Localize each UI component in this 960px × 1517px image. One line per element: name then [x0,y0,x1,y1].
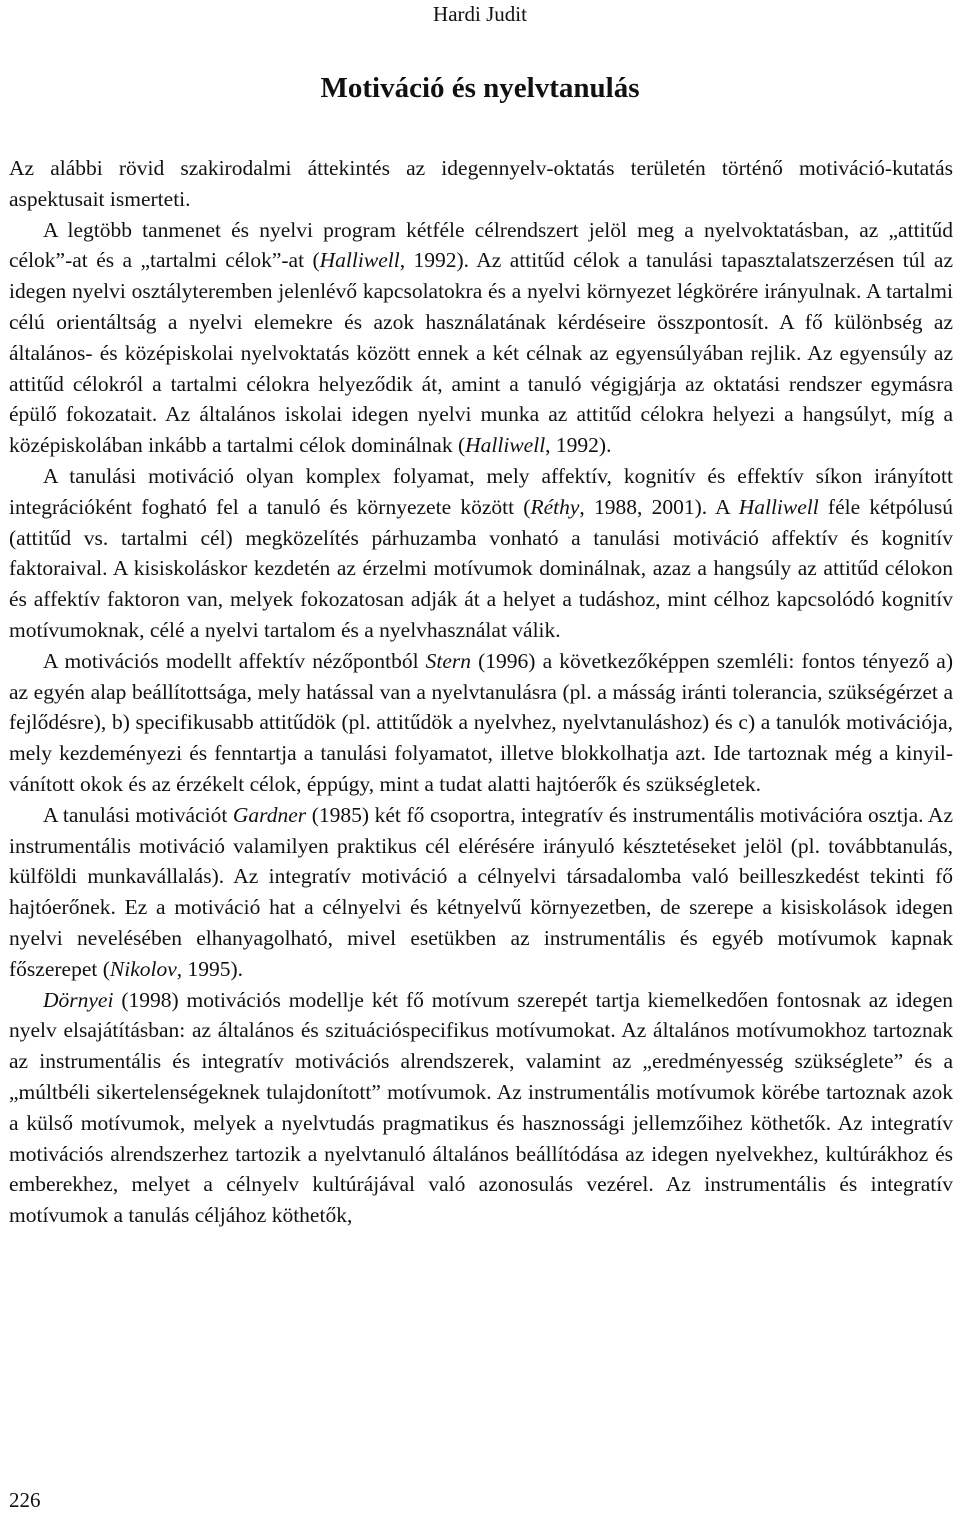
citation-author: Halliwell [319,248,400,273]
text-run: , 1988, 2001). A [579,494,739,519]
citation-author: Nikolov [109,956,177,981]
text-run: A motivációs modellt affektív nézőpontból [43,648,426,673]
citation-author: Halliwell [465,433,546,458]
text-run: A tanulási motivációt [43,802,233,827]
text-run: , 1995). [176,956,244,981]
article-title: Motiváció és nyelvtanulás [320,72,640,104]
running-header-author: Hardi Judit [433,2,527,26]
citation-author: Halliwell [738,494,819,519]
text-run: (1998) motivációs modellje két fő motívum szerepét tartja kiemelkedően fontosnak az idegen nyelv elsajátításban: az általános és szituációspecifikus motívumokat. Az általános motívumokhoz tartoznak az instrumentális és integratív motivációs alrendszerek, valamint az „eredményesség szükséglete” és a „múltbéli sikertelenségeknek tulajdonított” motívumok. Az instrumentális motívumok körébe tartoznak azok a külső motívumok, melyek a nyelvtudás pragmatikus és hasznossági jellemzőihez köthetők. Az integratív motivációs alrendszerhez tartozik a nyelvtanuló általános beállítódása az idegen nyelvekhez, kultúrákhoz és emberekhez, melyet a célnyelv kultúrájával való azonosulás vezérel. Az instrumentális és integratív motívumok a tanulás céljához köthetők, [9,987,953,1228]
article-body [9,153,953,1231]
paragraph [9,461,953,646]
page-number: 226 [9,1488,41,1512]
paragraph [9,215,953,461]
text-run: A tanulási motiváció olyan komplex folyamat, mely affektív, kognitív és effektív síkon irányított integrációként fogható fel a tanuló és környezete között ( [9,463,953,519]
paragraph [9,646,953,800]
citation-author: Stern [425,648,472,673]
text-run: A legtöbb tanmenet és nyelvi program kétféle célrendszert jelöl meg a nyelvoktatásban, az „attitűd célok”-at és a „tartalmi célok”-at ( [9,217,953,273]
paragraph [9,800,953,985]
paragraph [9,985,953,1231]
citation-author: Réthy [530,494,580,519]
text-run: , 1992). [545,433,612,458]
text-run: , 1992). Az attitűd célok a tanulási tapasztalatszerzésen túl az idegen nyelvi osztályteremben jelenlévő kapcsolatokra és a nyelvi környezet légkörére irányulnak. A tartalmi célú orientáltság a nyelvi elemekre és azok használatának kérdéseire összpontosít. A fő különbség az általános- és középiskolai nyelvoktatás között ennek a két célnak az egyensúlyában rejlik. Az egyensúly az attitűd célokról a tartalmi célokra helyeződik át, amint a tanuló végigjárja az oktatási rendszer egymásra épülő fokozatait. Az általános iskolai idegen nyelvi munka az attitűd célokra helyezi a hangsúlyt, míg a középiskolában inkább a tartalmi célok dominálnak ( [9,248,953,458]
citation-author: Gardner [232,802,307,827]
paragraph [9,153,953,215]
text-run: Az alábbi rövid szakirodalmi áttekintés az idegennyelv-oktatás területén történő motiváció-kutatás aspektusait ismerteti. [9,156,953,211]
citation-author: Dörnyei [43,987,114,1012]
text-run: (1985) két fő csoportra, integratív és instrumentális motivációra osztja. Az instrumentális motiváció valamilyen praktikus cél elérésére irányuló késztetéseket jelöl (pl. továbbtanulás, külföldi munkavállalás). Az integratív motiváció a célnyelvi társadalomba való beilleszkedést tekinti fő hajtóerőnek. Ez a motiváció hat a célnyelvi és kétnyelvű környezetben, de szerepe a kisiskolások idegen nyelvi nevelésében elhanyagolható, mivel esetükben az instrumentális és egyéb motívumok kapnak főszerepet ( [9,802,954,981]
text-run: (1996) a következőképpen szemléli: fontos tényező a) az egyén alap beállítottsága, mely hatással van a nyelvtanulásra (pl. a másság iránti tolerancia, szükségérzet a fejlődésre), b) specifikusabb attitűdök (pl. attitűdök a nyelvhez, nyelvtanuláshoz) és c) a tanulók motivációja, mely kezdeményezi és fenntartja a tanulási folyamatot, illetve blokkolhatja azt. Ide tartoznak még a kinyilvánított okok és az érzékelt célok, éppúgy, mint a tudat alatti hajtóerők és szükségletek. [9,648,954,796]
text-run: féle kétpólusú (attitűd vs. tartalmi cél) megközelítés párhuzamba vonható a tanulási motiváció affektív és kognitív faktoraival. A kisiskoláskor kezdetén az érzelmi motívumok dominálnak, azaz a hangsúly az attitűd célokon és affektív faktoron van, melyek fokozatosan adják át a helyet a tudáshoz, mint célhoz kapcsolódó kognitív motívumoknak, célé a nyelvi tartalom és a nyelvhasználat válik. [9,494,953,642]
